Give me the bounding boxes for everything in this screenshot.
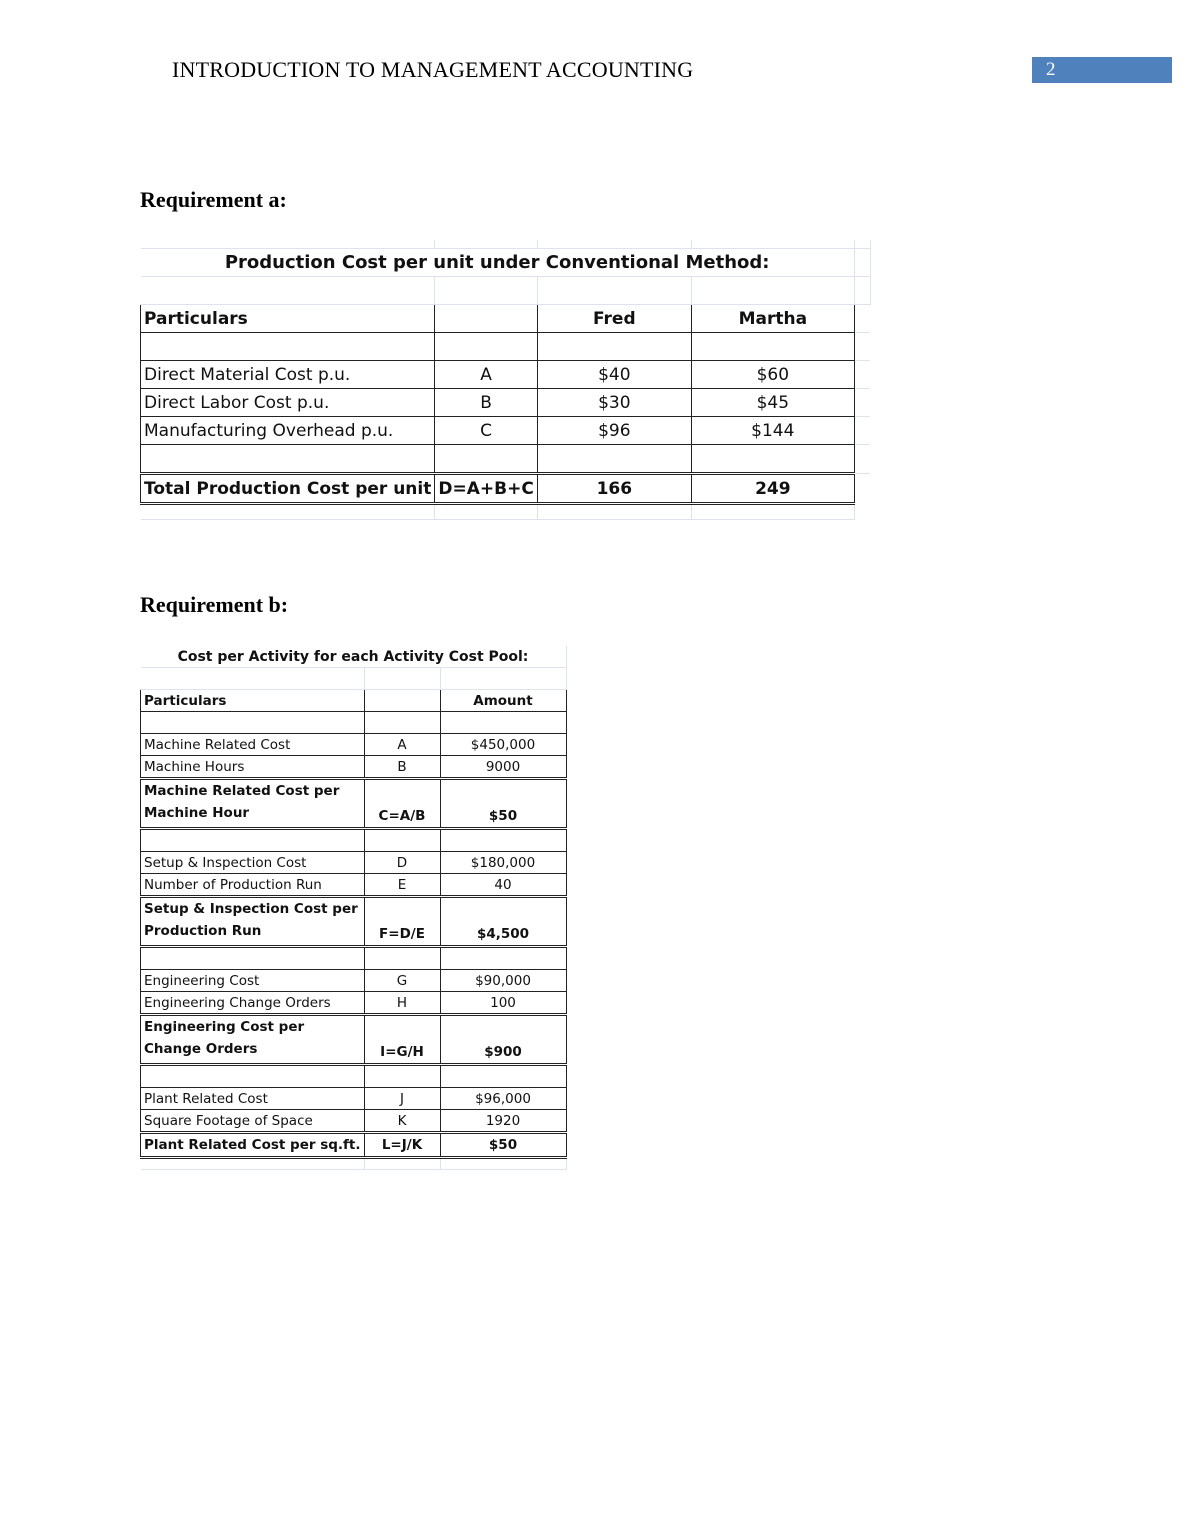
table-row: Square Footage of Space K 1920 (141, 1110, 567, 1133)
table-row: Engineering Cost G $90,000 (141, 970, 567, 992)
table-b-header-row (141, 690, 567, 712)
subtotal-row: Plant Related Cost per sq.ft. L=J/K $50 (141, 1133, 567, 1158)
col-header-martha: Martha (691, 305, 854, 333)
col-header-fred: Fred (537, 305, 691, 333)
table-row: Direct Material Cost p.u. A $40 $60 (141, 361, 871, 389)
production-cost-table (140, 240, 871, 520)
page-number: 2 (1032, 57, 1172, 83)
table-row: Manufacturing Overhead p.u. C $96 $144 (141, 417, 871, 445)
requirement-b-heading: Requirement b: (140, 592, 289, 617)
table-row: Engineering Change Orders H 100 (141, 992, 567, 1015)
table-a-header-row (141, 305, 871, 333)
table-row: Machine Related Cost A $450,000 (141, 734, 567, 756)
col-header-particulars-b: Particulars (141, 690, 365, 712)
table-row: Setup & Inspection Cost D $180,000 (141, 852, 567, 874)
subtotal-row: Setup & Inspection Cost per Production Run F=D/E $4,500 (141, 897, 567, 947)
table-b-title: Cost per Activity for each Activity Cost Pool: (141, 646, 567, 668)
total-row: Total Production Cost per unit D=A+B+C 166 249 (141, 474, 871, 504)
requirement-a-heading: Requirement a: (140, 187, 287, 212)
table-row: Plant Related Cost J $96,000 (141, 1088, 567, 1110)
table-row: Machine Hours B 9000 (141, 756, 567, 779)
table-row: Direct Labor Cost p.u. B $30 $45 (141, 389, 871, 417)
table-a-title: Production Cost per unit under Conventional Method: (141, 249, 855, 277)
subtotal-row: Machine Related Cost per Machine Hour C=A/B $50 (141, 779, 567, 829)
running-head: INTRODUCTION TO MANAGEMENT ACCOUNTING (172, 57, 694, 82)
col-header-amount: Amount (440, 690, 566, 712)
activity-cost-pool-table (140, 646, 567, 1170)
subtotal-row: Engineering Cost per Change Orders I=G/H $900 (141, 1015, 567, 1065)
col-header-particulars: Particulars (141, 305, 435, 333)
table-row: Number of Production Run E 40 (141, 874, 567, 897)
